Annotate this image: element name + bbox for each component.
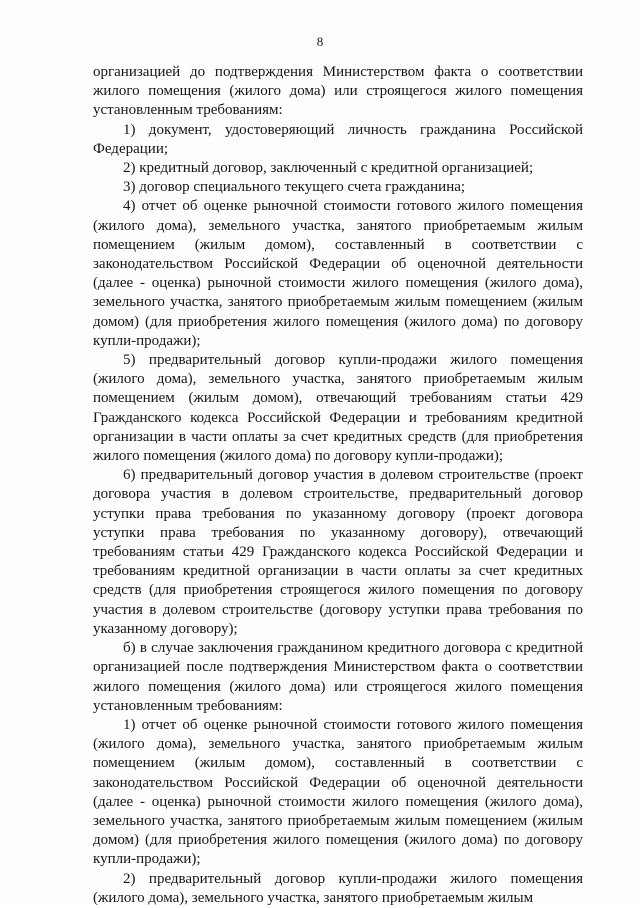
paragraph: 3) договор специального текущего счета гражданина; bbox=[123, 179, 466, 196]
paragraph: 2) предварительный договор купли-продажи жилого помещения (жилого дома), земельного участка, занятого приобретаемым жилым bbox=[93, 870, 583, 906]
paragraph: 6) предварительный договор участия в долевом строительстве (проект договора участия в долевом строительстве, предварительный договор уступки права требования по указанному договору (проект договора уступки права требования по указанному договору), отвечающий требованиям статьи 429 Гражданского кодекса Российской Федерации и требованиям кредитной организации в части оплаты за счет кредитных средств (для приобретения строящегося жилого помещения по договору участия в долевом строительстве (договору уступки права требования по указанному договору); bbox=[93, 467, 583, 637]
paragraph: 5) предварительный договор купли-продажи жилого помещения (жилого дома), земельного участка, занятого приобретаемым жилым помещением (жилым домом), отвечающий требованиям статьи 429 Гражданского кодекса Российской Федерации и требованиям кредитной организации в части оплаты за счет кредитных средств (для приобретения жилого помещения (жилого дома) по договору купли-продажи); bbox=[93, 352, 583, 465]
paragraph: б) в случае заключения гражданином кредитного договора с кредитной организацией после подтверждения Министерством факта о соответствии жилого помещения (жилого дома) или строящегося жилого помещения установленным требованиям: bbox=[93, 640, 583, 714]
paragraph: 4) отчет об оценке рыночной стоимости готового жилого помещения (жилого дома), земельного участка, занятого приобретаемым жилым помещением (жилым домом), составленный в соответствии с законодательством Российской Федерации об оценочной деятельности (далее - оценка) рыночной стоимости жилого помещения (жилого дома), земельного участка, занятого приобретаемым жилым помещением (жилым домом) (для приобретения жилого помещения (жилого дома) по договору купли-продажи); bbox=[93, 198, 583, 349]
paragraph: 1) документ, удостоверяющий личность гражданина Российской Федерации; bbox=[93, 121, 583, 157]
document-body bbox=[93, 63, 583, 908]
paragraph: 1) отчет об оценке рыночной стоимости готового жилого помещения (жилого дома), земельного участка, занятого приобретаемым жилым помещением (жилым домом), составленный в соответствии с законодательством Российской Федерации об оценочной деятельности (далее - оценка) рыночной стоимости жилого помещения (жилого дома), земельного участка, занятого приобретаемым жилым помещением (жилым домом) (для приобретения жилого помещения (жилого дома) по договору купли-продажи); bbox=[93, 716, 583, 868]
paragraph: организацией до подтверждения Министерством факта о соответствии жилого помещения (жилого дома) или строящегося жилого помещения установленным требованиям: bbox=[93, 64, 583, 119]
paragraph: 2) кредитный договор, заключенный с кредитной организацией; bbox=[123, 160, 534, 177]
page-number: 8 bbox=[316, 34, 324, 49]
